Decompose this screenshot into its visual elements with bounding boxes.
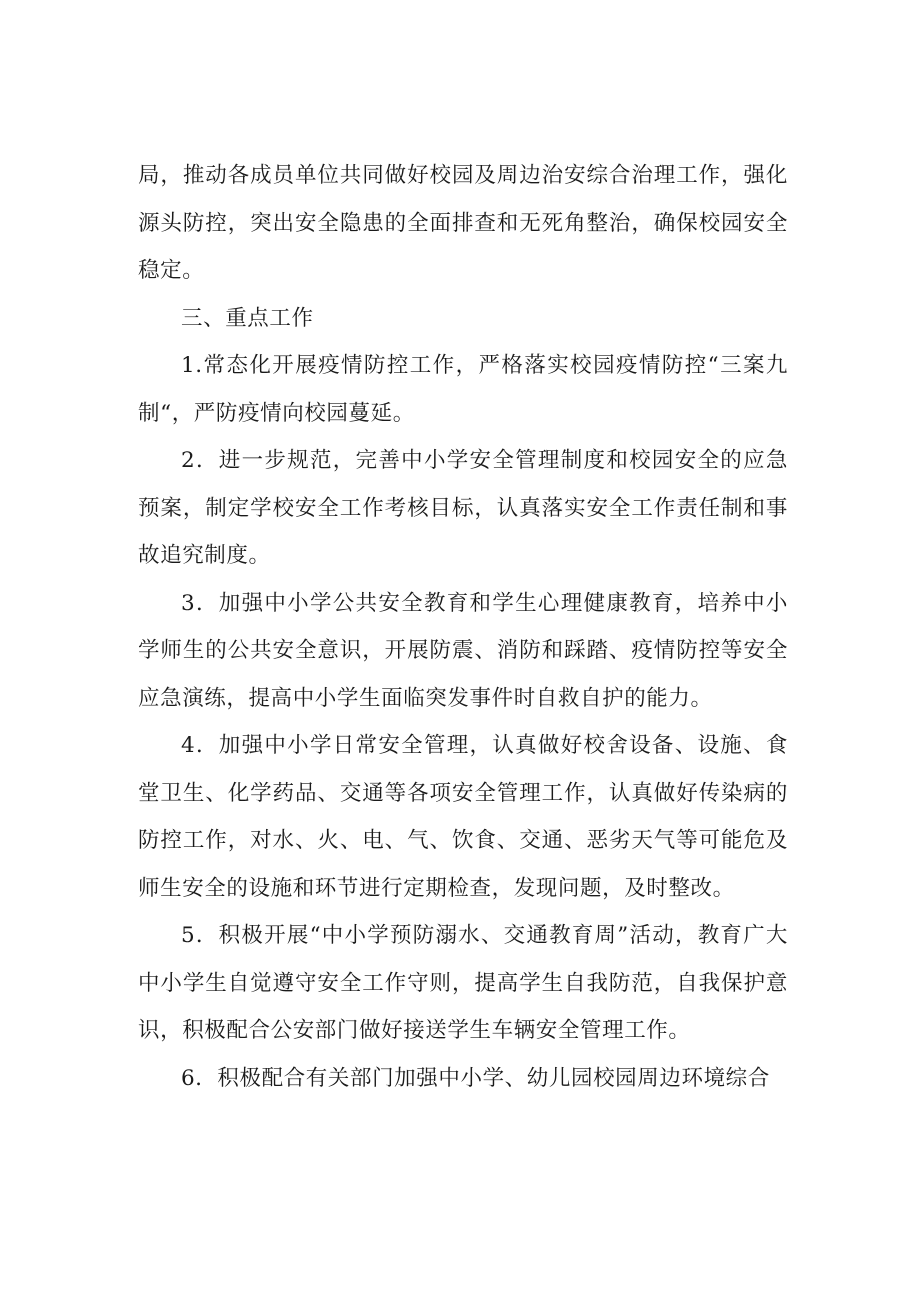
paragraph-item-1: 1.常态化开展疫情防控工作，严格落实校园疫情防控“三案九制“，严防疫情向校园蔓延。	[138, 353, 788, 426]
paragraph-item-2: 2．进一步规范，完善中小学安全管理制度和校园安全的应急预案，制定学校安全工作考核目标，认真落实安全工作责任制和事故追究制度。	[138, 448, 788, 568]
paragraph-continuation: 局，推动各成员单位共同做好校园及周边治安综合治理工作，强化源头防控，突出安全隐患的全面排查和无死角整治，确保校园安全稳定。	[138, 163, 788, 283]
paragraph-item-5: 5．积极开展“中小学预防溺水、交通教育周”活动，教育广大中小学生自觉遵守安全工作守则，提高学生自我防范，自我保护意识，积极配合公安部门做好接送学生车辆安全管理工作。	[138, 923, 788, 1043]
paragraph-item-6: 6．积极配合有关部门加强中小学、幼儿园校园周边环境综合	[181, 1065, 770, 1091]
paragraph-item-4: 4．加强中小学日常安全管理，认真做好校舍设备、设施、食堂卫生、化学药品、交通等各项安全管理工作，认真做好传染病的防控工作，对水、火、电、气、饮食、交通、恶劣天气等可能危及师生安全的设施和环节进行定期检查，发现问题，及时整改。	[138, 733, 788, 901]
document-body	[138, 152, 788, 1102]
section-heading: 三、重点工作	[181, 305, 314, 331]
paragraph-item-3: 3．加强中小学公共安全教育和学生心理健康教育，培养中小学师生的公共安全意识，开展防震、消防和踩踏、疫情防控等安全应急演练，提高中小学生面临突发事件时自救自护的能力。	[138, 590, 788, 711]
